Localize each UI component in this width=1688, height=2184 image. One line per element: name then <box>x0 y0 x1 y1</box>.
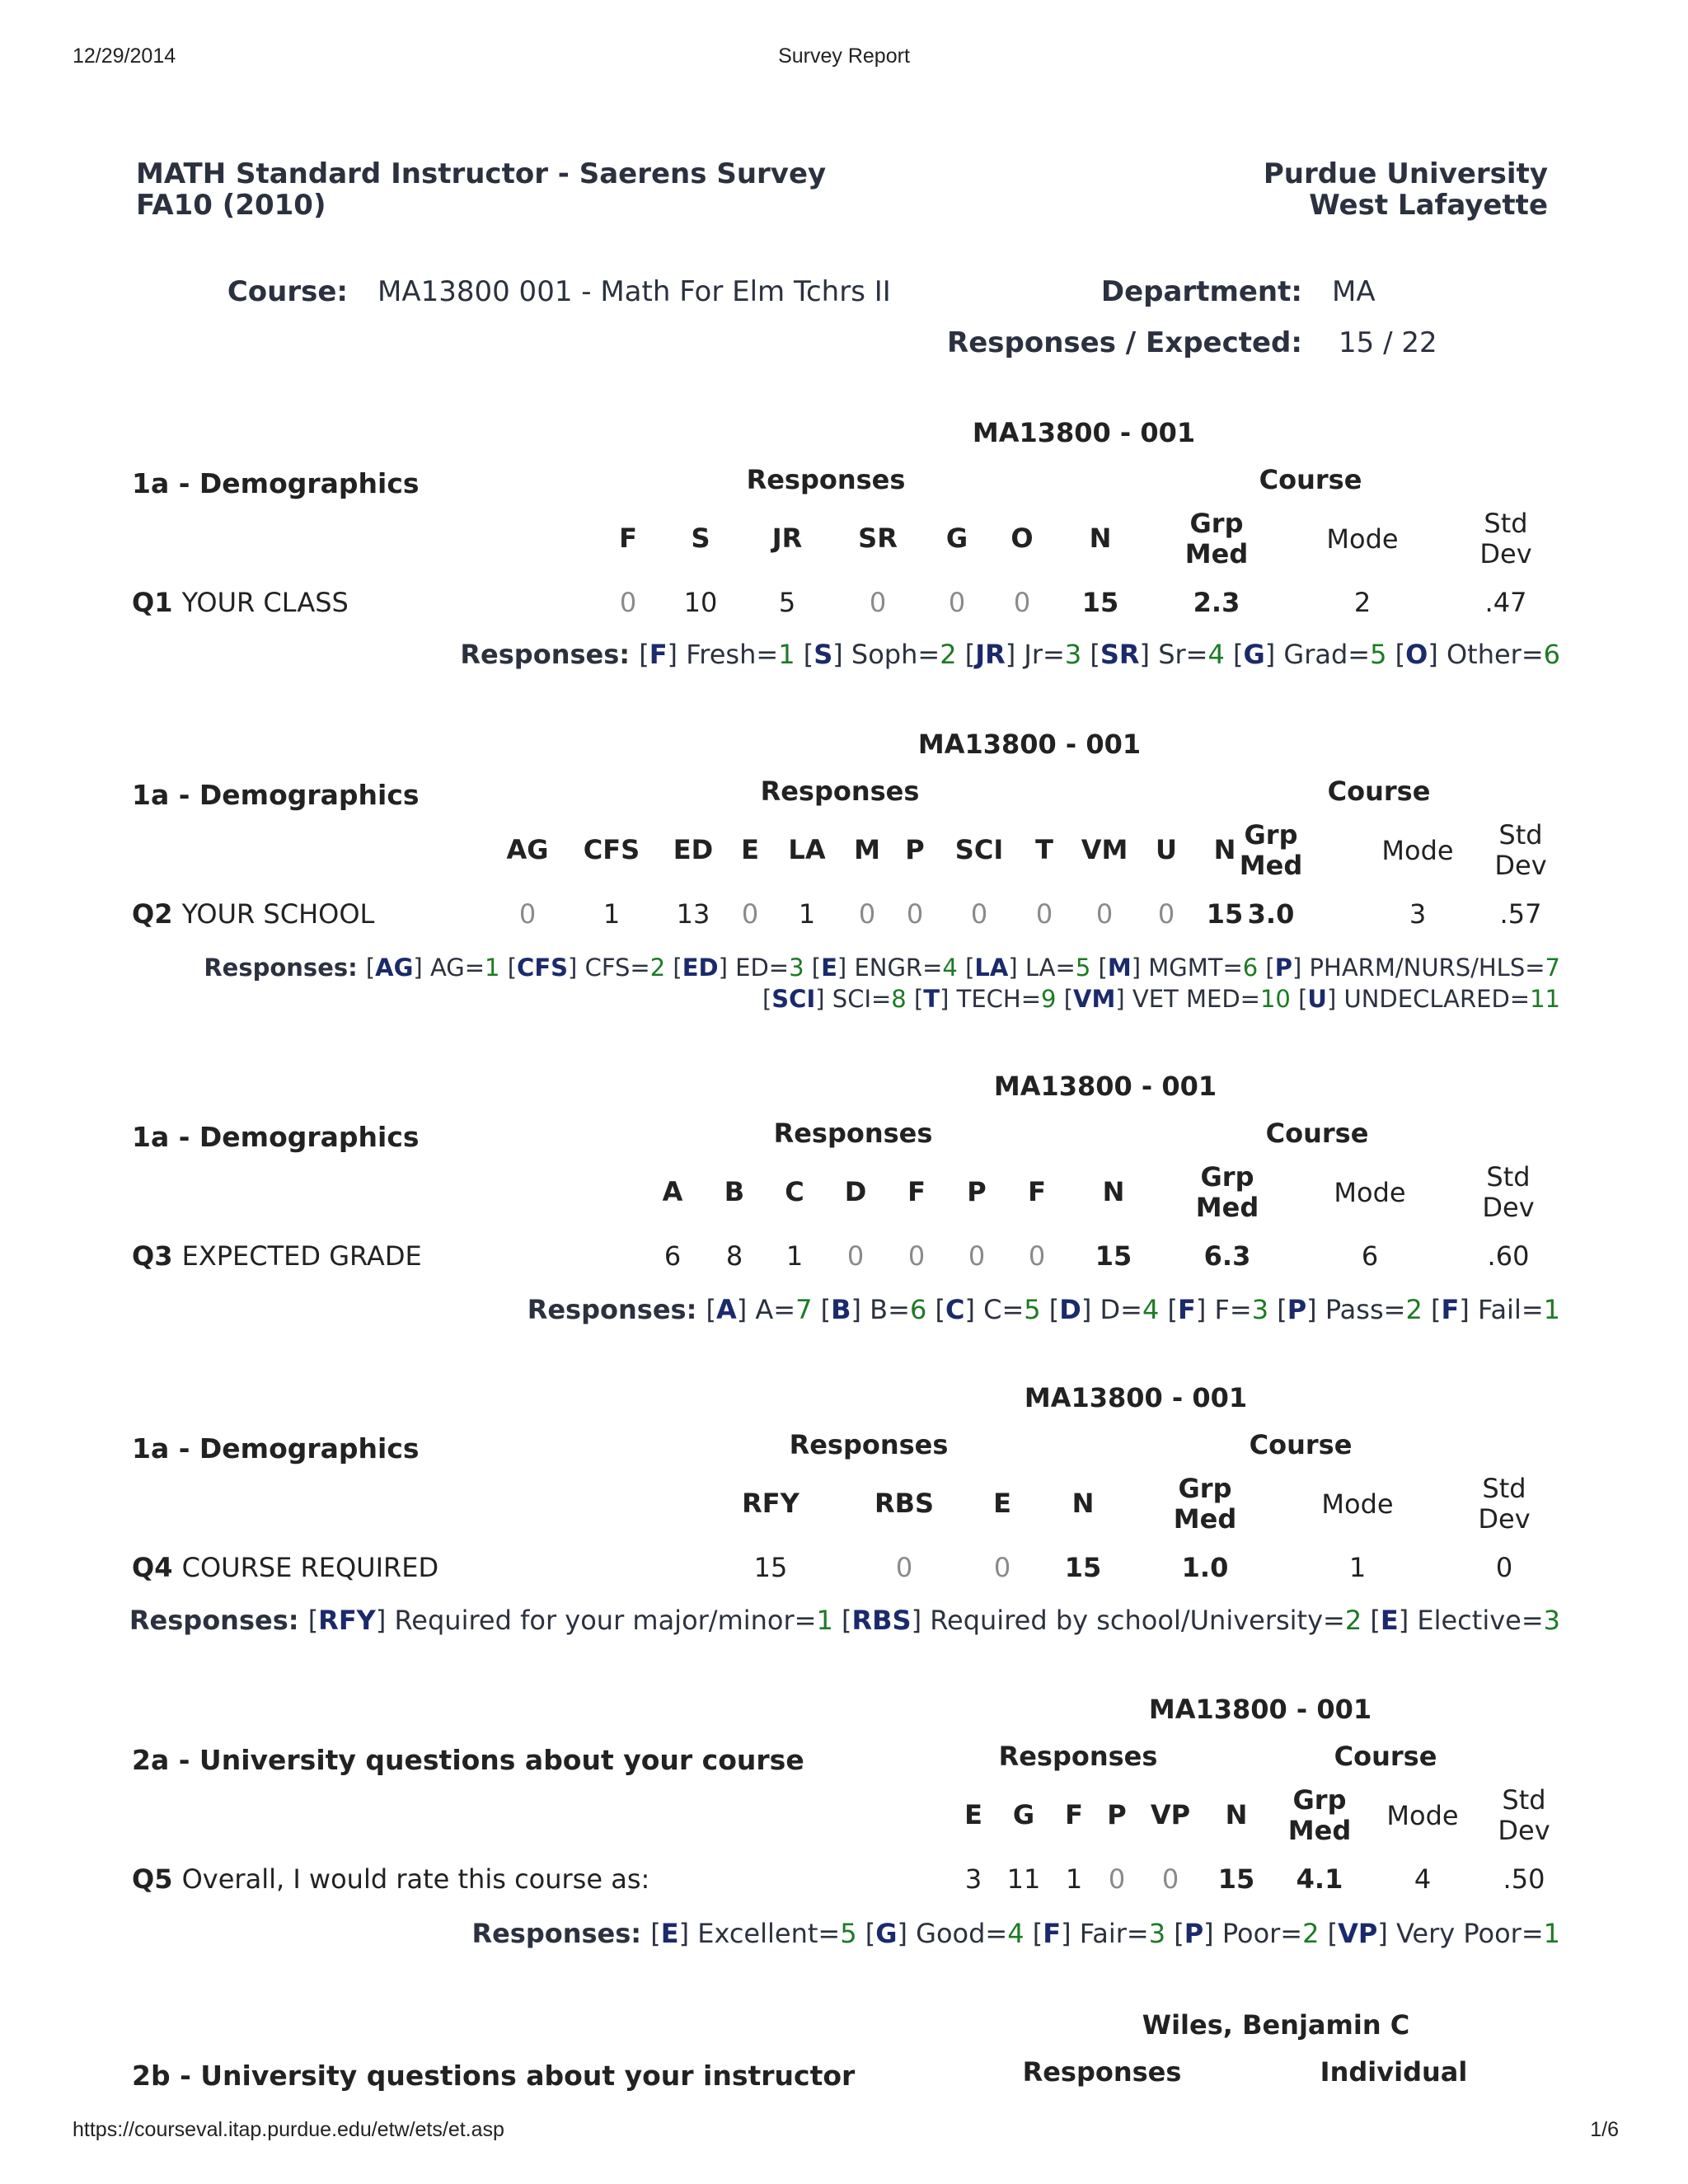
department-label: Department: <box>1100 275 1302 308</box>
course-heading: Course <box>1249 1429 1353 1460</box>
column-header: N <box>1213 834 1236 865</box>
column-header: A <box>662 1176 683 1207</box>
course-section-code: MA13800 - 001 <box>1148 1694 1372 1725</box>
column-header: LA <box>788 834 826 865</box>
responses-heading: Responses <box>746 464 906 495</box>
column-header: F <box>619 523 637 554</box>
section-title: 1a - Demographics <box>132 467 420 499</box>
individual-heading: Individual <box>1320 2056 1468 2088</box>
response-count: 0 <box>1161 1863 1179 1895</box>
course-section-code: MA13800 - 001 <box>1024 1382 1248 1413</box>
response-count: 1 <box>603 898 621 930</box>
std-dev-header: Std Dev <box>1482 1161 1535 1223</box>
std-dev-value: 0 <box>1495 1552 1513 1583</box>
response-count: 0 <box>948 587 966 618</box>
grp-med-header: Grp Med <box>1287 1784 1352 1846</box>
responses-expected-value: 15 / 22 <box>1339 326 1437 359</box>
column-header: M <box>854 834 880 865</box>
column-header: S <box>691 523 710 554</box>
mode-header: Mode <box>1386 1800 1459 1831</box>
section-title: 1a - Demographics <box>132 1432 420 1465</box>
mode-value: 6 <box>1361 1240 1379 1272</box>
column-header: SR <box>858 523 898 554</box>
section-title: 2b - University questions about your instructor <box>132 2060 856 2092</box>
mode-value: 3 <box>1409 898 1427 930</box>
course-heading: Course <box>1265 1118 1369 1149</box>
response-count: 3 <box>964 1863 982 1895</box>
responses-legend: Responses: [AG] AG=1 [CFS] CFS=2 [ED] ED=3 [E] ENGR=4 [LA] LA=5 [M] MGMT=6 [P] PHARM/NURS/HLS=7 <box>204 954 1560 982</box>
column-header: N <box>1102 1176 1125 1207</box>
column-header: P <box>905 834 925 865</box>
grp-med-value: 2.3 <box>1193 587 1240 618</box>
section-title: 2a - University questions about your course <box>132 1744 804 1776</box>
column-header: E <box>964 1799 982 1830</box>
std-dev-value: .50 <box>1503 1863 1545 1895</box>
mode-header: Mode <box>1321 1488 1394 1520</box>
column-header: N <box>1225 1799 1248 1830</box>
grp-med-value: 1.0 <box>1181 1552 1229 1583</box>
grp-med-value: 6.3 <box>1203 1240 1251 1272</box>
responses-heading: Responses <box>773 1118 933 1149</box>
responses-legend: Responses: [A] A=7 [B] B=6 [C] C=5 [D] D=4 [F] F=3 [P] Pass=2 [F] Fail=1 <box>527 1294 1560 1325</box>
std-dev-header: Std Dev <box>1494 819 1547 881</box>
response-count: 0 <box>1157 898 1175 930</box>
question-text: Q5 Overall, I would rate this course as: <box>132 1863 650 1895</box>
course-section-code: MA13800 - 001 <box>917 729 1142 760</box>
column-header: F <box>1028 1176 1046 1207</box>
mode-value: 2 <box>1353 587 1372 618</box>
response-count: 0 <box>1108 1863 1126 1895</box>
std-dev-header: Std Dev <box>1479 508 1532 569</box>
responses-heading: Responses <box>760 776 920 807</box>
responses-legend: Responses: [E] Excellent=5 [G] Good=4 [F] Fair=3 [P] Poor=2 [VP] Very Poor=1 <box>471 1918 1560 1949</box>
print-date: 12/29/2014 <box>73 45 176 68</box>
mode-header: Mode <box>1326 523 1399 555</box>
response-count: 0 <box>869 587 887 618</box>
responses-expected-label: Responses / Expected: <box>947 326 1302 359</box>
university-name: Purdue University <box>1263 157 1548 190</box>
course-section-code: MA13800 - 001 <box>972 417 1196 448</box>
column-header: E <box>741 834 759 865</box>
n-count: 15 <box>1095 1240 1132 1272</box>
column-header: RBS <box>874 1488 935 1519</box>
column-header: E <box>993 1488 1011 1519</box>
column-header: C <box>785 1176 804 1207</box>
response-count: 8 <box>725 1240 743 1272</box>
response-count: 0 <box>895 1552 913 1583</box>
campus-name: West Lafayette <box>1309 189 1548 222</box>
column-header: P <box>967 1176 987 1207</box>
response-count: 0 <box>968 1240 986 1272</box>
column-header: N <box>1089 523 1112 554</box>
survey-title: MATH Standard Instructor - Saerens Survey <box>136 157 827 190</box>
column-header: ED <box>673 834 714 865</box>
course-label: Course: <box>227 275 348 308</box>
print-url[interactable]: https://courseval.itap.purdue.edu/etw/ets/et.asp <box>73 2118 504 2141</box>
responses-heading: Responses <box>998 1741 1158 1772</box>
response-count: 6 <box>663 1240 682 1272</box>
response-count: 0 <box>907 1240 926 1272</box>
response-count: 11 <box>1006 1863 1041 1895</box>
department-value: MA <box>1332 275 1376 308</box>
responses-legend: Responses: [RFY] Required for your major/minor=1 [RBS] Required by school/University=2 [E] Elective=3 <box>129 1605 1560 1636</box>
question-text: Q2 YOUR SCHOOL <box>132 898 375 930</box>
response-count: 0 <box>518 898 537 930</box>
course-section-code: Wiles, Benjamin C <box>1142 2009 1410 2041</box>
std-dev-header: Std Dev <box>1498 1784 1550 1846</box>
column-header: G <box>945 523 968 554</box>
mode-header: Mode <box>1381 835 1454 866</box>
n-count: 15 <box>1217 1863 1255 1895</box>
grp-med-header: Grp Med <box>1239 819 1303 881</box>
column-header: JR <box>771 523 803 554</box>
response-count: 0 <box>1028 1240 1046 1272</box>
response-count: 0 <box>619 587 637 618</box>
course-section-code: MA13800 - 001 <box>993 1071 1217 1102</box>
course-heading: Course <box>1259 464 1362 495</box>
grp-med-header: Grp Med <box>1173 1473 1237 1535</box>
mode-header: Mode <box>1334 1177 1406 1208</box>
response-count: 15 <box>753 1552 788 1583</box>
question-text: Q4 COURSE REQUIRED <box>132 1552 439 1583</box>
std-dev-value: .57 <box>1499 898 1542 930</box>
response-count: 0 <box>1035 898 1053 930</box>
responses-legend: Responses: [F] Fresh=1 [S] Soph=2 [JR] Jr=3 [SR] Sr=4 [G] Grad=5 [O] Other=6 <box>460 639 1560 670</box>
n-count: 15 <box>1081 587 1119 618</box>
response-count: 1 <box>798 898 816 930</box>
response-count: 0 <box>993 1552 1011 1583</box>
response-count: 0 <box>970 898 988 930</box>
response-count: 5 <box>778 587 796 618</box>
column-header: F <box>907 1176 926 1207</box>
responses-legend: [SCI] SCI=8 [T] TECH=9 [VM] VET MED=10 [U] UNDECLARED=11 <box>762 985 1560 1013</box>
n-count: 15 <box>1064 1552 1102 1583</box>
survey-term: FA10 (2010) <box>136 189 326 222</box>
course-value: MA13800 001 - Math For Elm Tchrs II <box>377 275 891 308</box>
question-text: Q1 YOUR CLASS <box>132 587 349 618</box>
column-header: VM <box>1081 834 1128 865</box>
responses-heading: Responses <box>789 1429 949 1460</box>
response-count: 1 <box>785 1240 804 1272</box>
response-count: 0 <box>1013 587 1031 618</box>
n-count: 15 <box>1206 898 1244 930</box>
response-count: 0 <box>741 898 759 930</box>
column-header: D <box>844 1176 867 1207</box>
response-count: 0 <box>846 1240 865 1272</box>
column-header: G <box>1012 1799 1035 1830</box>
mode-value: 1 <box>1348 1552 1367 1583</box>
grp-med-value: 3.0 <box>1247 898 1295 930</box>
print-title: Survey Report <box>778 45 910 68</box>
column-header: CFS <box>583 834 640 865</box>
responses-heading: Responses <box>1022 2056 1182 2088</box>
grp-med-header: Grp Med <box>1184 508 1249 569</box>
section-title: 1a - Demographics <box>132 1121 420 1153</box>
column-header: O <box>1010 523 1034 554</box>
column-header: U <box>1156 834 1177 865</box>
column-header: N <box>1071 1488 1095 1519</box>
column-header: B <box>724 1176 745 1207</box>
grp-med-value: 4.1 <box>1296 1863 1343 1895</box>
response-count: 10 <box>683 587 718 618</box>
response-count: 0 <box>1095 898 1114 930</box>
question-text: Q3 EXPECTED GRADE <box>132 1240 422 1272</box>
column-header: F <box>1065 1799 1083 1830</box>
column-header: VP <box>1150 1799 1191 1830</box>
mode-value: 4 <box>1414 1863 1432 1895</box>
response-count: 0 <box>858 898 876 930</box>
std-dev-header: Std Dev <box>1478 1473 1531 1535</box>
course-heading: Course <box>1327 776 1431 807</box>
column-header: SCI <box>954 834 1004 865</box>
response-count: 1 <box>1065 1863 1083 1895</box>
column-header: T <box>1035 834 1053 865</box>
std-dev-value: .47 <box>1484 587 1527 618</box>
grp-med-header: Grp Med <box>1195 1161 1259 1223</box>
response-count: 0 <box>906 898 924 930</box>
response-count: 13 <box>676 898 710 930</box>
column-header: AG <box>506 834 549 865</box>
column-header: P <box>1107 1799 1127 1830</box>
course-heading: Course <box>1334 1741 1437 1772</box>
section-title: 1a - Demographics <box>132 779 420 811</box>
column-header: RFY <box>742 1488 799 1519</box>
std-dev-value: .60 <box>1487 1240 1530 1272</box>
print-page-number: 1/6 <box>1590 2118 1619 2141</box>
